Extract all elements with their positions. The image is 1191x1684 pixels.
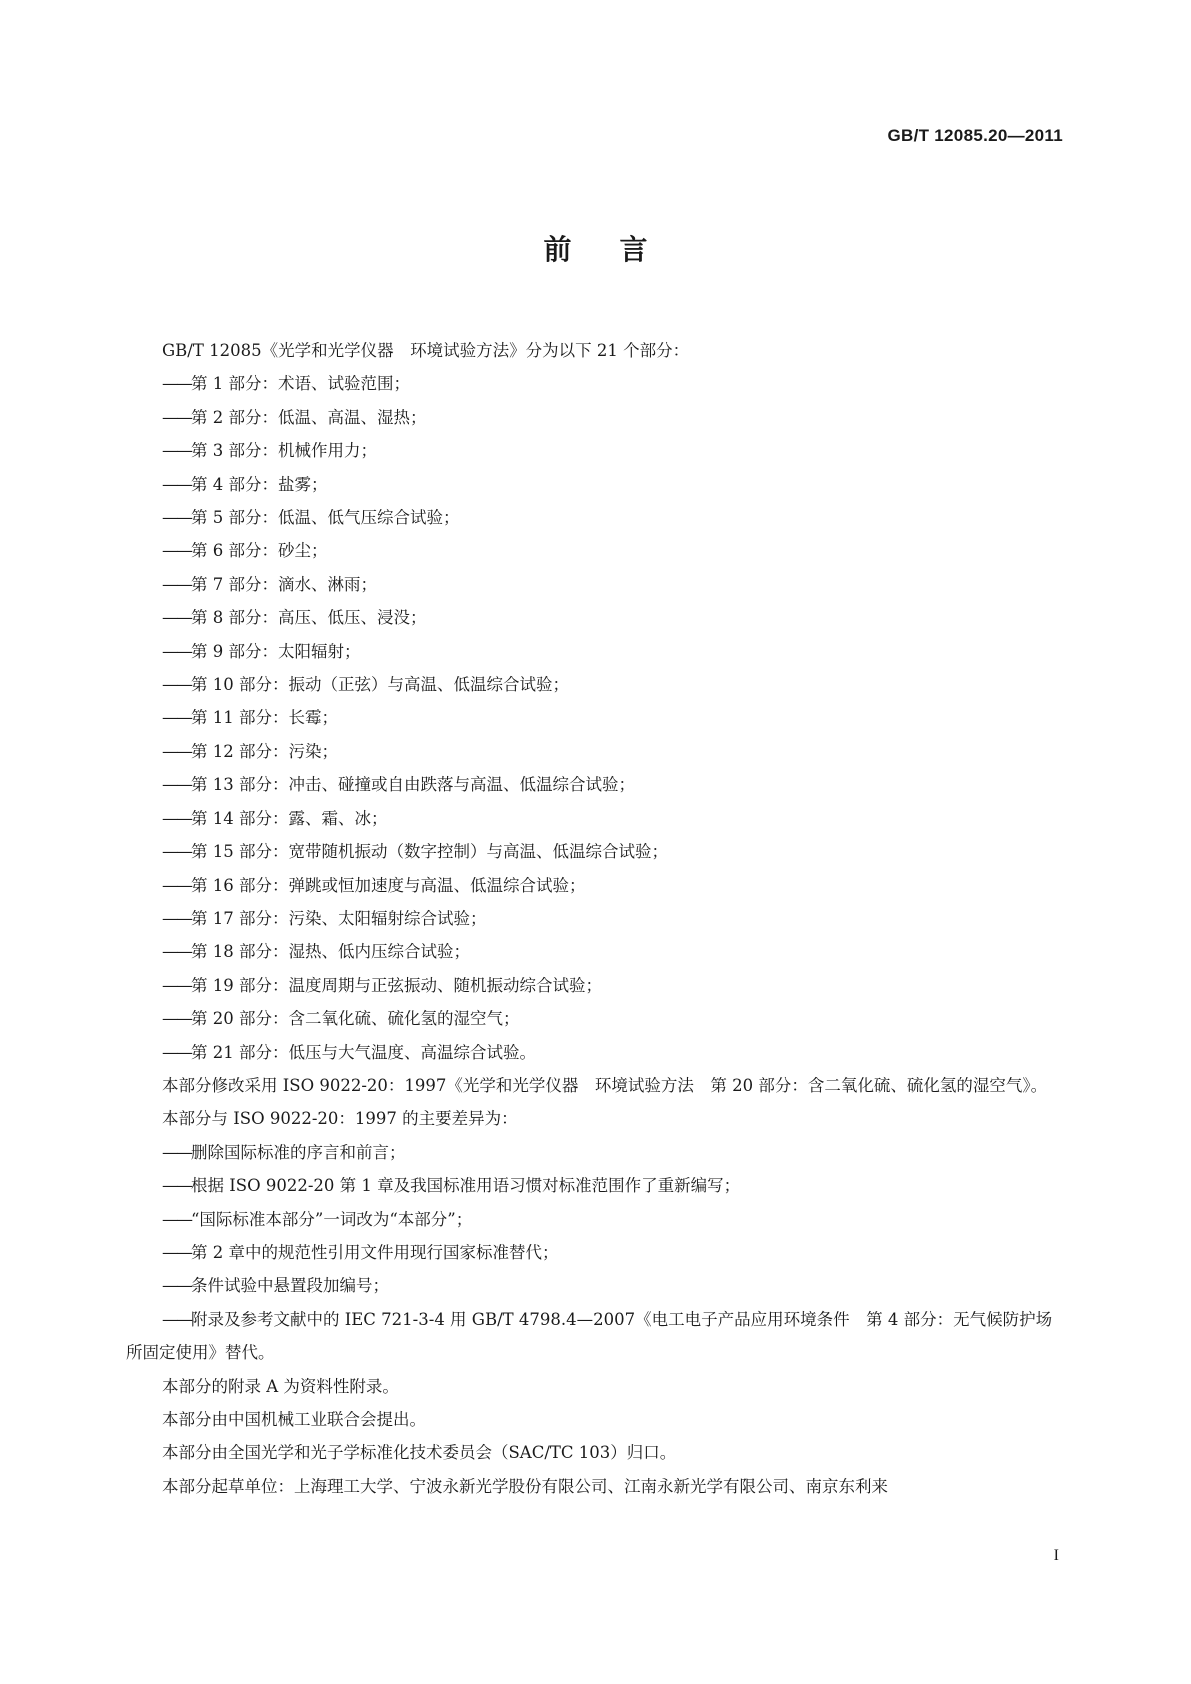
list-item: —— 第 4 部分：盐雾； (126, 468, 1064, 501)
list-item: —— 删除国际标准的序言和前言； (126, 1136, 1064, 1169)
committee-paragraph: 本部分由全国光学和光子学标准化技术委员会（SAC/TC 103）归口。 (162, 1443, 677, 1463)
list-item: —— 第 10 部分：振动（正弦）与高温、低温综合试验； (126, 668, 1064, 701)
list-item: —— 第 13 部分：冲击、碰撞或自由跌落与高温、低温综合试验； (126, 768, 1064, 801)
list-item: —— 第 20 部分：含二氧化硫、硫化氢的湿空气； (126, 1002, 1064, 1035)
list-item: —— 第 19 部分：温度周期与正弦振动、随机振动综合试验； (126, 969, 1064, 1002)
foreword-body (126, 334, 1064, 1503)
list-item: —— 第 2 章中的规范性引用文件用现行国家标准替代； (126, 1236, 1064, 1269)
list-item: —— 第 21 部分：低压与大气温度、高温综合试验。 (126, 1036, 1064, 1069)
list-item: —— 第 14 部分：露、霜、冰； (126, 802, 1064, 835)
list-item: —— 根据 ISO 9022-20 第 1 章及我国标准用语习惯对标准范围作了重新编写； (126, 1169, 1064, 1202)
standard-code: GB/T 12085.20—2011 (887, 126, 1063, 145)
page-title: 前言 (543, 233, 696, 266)
page-number: I (1053, 1547, 1059, 1564)
list-item: —— 第 7 部分：滴水、淋雨； (126, 568, 1064, 601)
list-item: —— 第 2 部分：低温、高温、湿热； (126, 401, 1064, 434)
list-item: —— 附录及参考文献中的 IEC 721-3-4 用 GB/T 4798.4—2007《电工电子产品应用环境条件 第 4 部分：无气候防护场所固定使用》替代。 (126, 1303, 1064, 1370)
list-item: —— 条件试验中悬置段加编号； (126, 1269, 1064, 1302)
list-item: —— 第 8 部分：高压、低压、浸没； (126, 601, 1064, 634)
list-item: —— “国际标准本部分”一词改为“本部分”； (126, 1203, 1064, 1236)
appendix-note: 本部分的附录 A 为资料性附录。 (162, 1376, 399, 1396)
list-item: —— 第 3 部分：机械作用力； (126, 434, 1064, 467)
list-item: —— 第 15 部分：宽带随机振动（数字控制）与高温、低温综合试验； (126, 835, 1064, 868)
proposer-paragraph: 本部分由中国机械工业联合会提出。 (162, 1410, 426, 1429)
list-item: —— 第 6 部分：砂尘； (126, 534, 1064, 567)
list-item: —— 第 18 部分：湿热、低内压综合试验； (126, 935, 1064, 968)
intro-paragraph: GB/T 12085《光学和光学仪器 环境试验方法》分为以下 21 个部分： (162, 341, 690, 360)
list-item: —— 第 12 部分：污染； (126, 735, 1064, 768)
list-item: —— 第 17 部分：污染、太阳辐射综合试验； (126, 902, 1064, 935)
differences-intro: 本部分与 ISO 9022-20：1997 的主要差异为： (162, 1109, 518, 1129)
list-item: —— 第 11 部分：长霉； (126, 701, 1064, 734)
list-item: —— 第 1 部分：术语、试验范围； (126, 367, 1064, 400)
differences-list (126, 1136, 1064, 1370)
list-item: —— 第 5 部分：低温、低气压综合试验； (126, 501, 1064, 534)
list-item: —— 第 9 部分：太阳辐射； (126, 635, 1064, 668)
list-item: —— 第 16 部分：弹跳或恒加速度与高温、低温综合试验； (126, 869, 1064, 902)
drafters-paragraph: 本部分起草单位：上海理工大学、宁波永新光学股份有限公司、江南永新光学有限公司、南京东利来 (162, 1476, 888, 1496)
parts-list (126, 367, 1064, 1069)
adoption-paragraph: 本部分修改采用 ISO 9022-20：1997《光学和光学仪器 环境试验方法 第 20 部分：含二氧化硫、硫化氢的湿空气》。 (162, 1075, 1048, 1095)
